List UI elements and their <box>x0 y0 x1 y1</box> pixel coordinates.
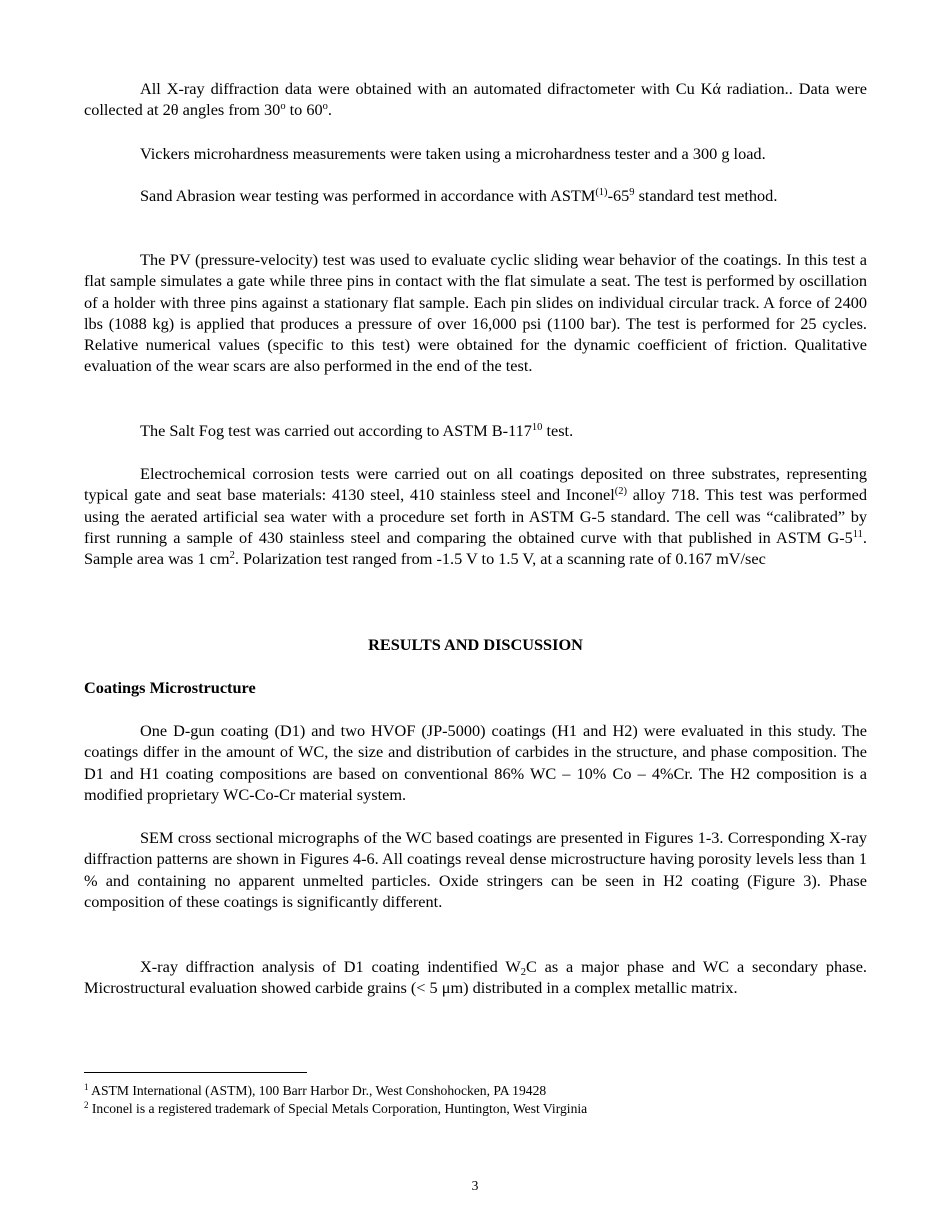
text-run: C as a major phase and WC a secondary phase. Microstructural evaluation showed carbide grains (< 5 μm) distributed in a complex metallic matrix. <box>84 957 867 998</box>
footnote-separator <box>84 1072 307 1073</box>
text-run: X-ray diffraction analysis of D1 coating indentified W <box>140 957 521 976</box>
text-run: All X-ray diffraction data were obtained with an automated difractometer with Cu Kά radiation.. Data were collected at 2θ angles from 30 <box>84 79 867 120</box>
footnote-text: ASTM International (ASTM), 100 Barr Harbor Dr., West Conshohocken, PA 19428 <box>88 1083 547 1098</box>
paragraph-salt-fog <box>84 420 867 441</box>
text-run: Electrochemical corrosion tests were carried out on all coatings deposited on three substrates, representing typical gate and seat base materials: 4130 steel, 410 stainless steel and Inconel <box>84 464 867 505</box>
text-run: -65 <box>607 186 630 205</box>
text-run: . Sample area was 1 cm <box>84 527 867 569</box>
text-run: The Salt Fog test was carried out according to ASTM B-117 <box>140 421 532 440</box>
footnote-mark: 1 <box>84 1082 89 1092</box>
footnote-2 <box>84 1100 867 1118</box>
superscript: o <box>280 101 286 113</box>
text-run: . <box>327 100 332 120</box>
paragraph-sand-abrasion <box>84 185 867 206</box>
superscript: 2 <box>229 550 235 562</box>
footnote-1 <box>84 1082 867 1100</box>
text-run: to 60 <box>285 100 323 120</box>
superscript: 10 <box>531 422 543 433</box>
text-run: . Polarization test ranged from -1.5 V to 1.5 V, at a scanning rate of 0.167 mV/sec <box>234 549 766 569</box>
superscript: 9 <box>629 187 635 198</box>
paragraph-xrd-method <box>84 78 867 121</box>
paragraph-vickers: Vickers microhardness measurements were taken using a microhardness tester and a 300 g load. <box>140 144 766 163</box>
superscript: (1) <box>595 187 608 198</box>
paragraph-xrd-d1 <box>84 956 867 999</box>
paragraph-pv-test: The PV (pressure-velocity) test was used to evaluate cyclic sliding wear behavior of the coatings. In this test a flat sample simulates a gate while three pins in contact with the flat simulate a seat. The test is performed by oscillation of a holder with three pins against a stationary flat sample. Each pin slides on individual circular track. A force of 2400 lbs (1088 kg) is applied that produces a pressure of over 16,000 psi (1100 bar). The test is performed for 25 cycles. Relative numerical values (specific to this test) were obtained for the dynamic coefficient of friction. Qualitative evaluation of the wear scars are also performed in the end of the test. <box>84 250 867 376</box>
superscript: (2) <box>614 486 627 498</box>
section-heading-results: RESULTS AND DISCUSSION <box>368 635 583 654</box>
text-run: alloy 718. This test was performed using the aerated artificial sea water with a procedure set forth in ASTM G-5 standard. The cell was “calibrated” by first running a sample of 430 stainless steel and comparing the obtained curve with that published in ASTM G-5 <box>84 485 868 547</box>
superscript: o <box>322 101 328 113</box>
text-run: Sand Abrasion wear testing was performed in accordance with ASTM <box>140 186 596 205</box>
paragraph-sem: SEM cross sectional micrographs of the WC based coatings are presented in Figures 1-3. Corresponding X-ray diffraction patterns are shown in Figures 4-6. All coatings reveal dense microstructure having porosity levels less than 1 % and containing no apparent unmelted particles. Oxide stringers can be seen in H2 coating (Figure 3). Phase composition of these coatings is significantly different. <box>84 828 867 911</box>
paragraph-electrochemical <box>84 463 867 569</box>
page-number: 3 <box>471 1178 479 1193</box>
text-run: test. <box>542 421 574 440</box>
subscript: 2 <box>520 967 526 978</box>
footnote-mark: 2 <box>84 1100 89 1110</box>
text-run: standard test method. <box>634 186 778 205</box>
paragraph-coatings-intro: One D-gun coating (D1) and two HVOF (JP-5000) coatings (H1 and H2) were evaluated in this study. The coatings differ in the amount of WC, the size and distribution of carbides in the structure, and phase composition. The D1 and H1 coating compositions are based on conventional 86% WC – 10% Co – 4%Cr. The H2 composition is a modified proprietary WC-Co-Cr material system. <box>84 721 867 804</box>
superscript: 11 <box>852 528 863 540</box>
footnote-text: Inconel is a registered trademark of Special Metals Corporation, Huntington, West Virginia <box>88 1101 588 1116</box>
subsection-heading-microstructure: Coatings Microstructure <box>84 678 256 697</box>
